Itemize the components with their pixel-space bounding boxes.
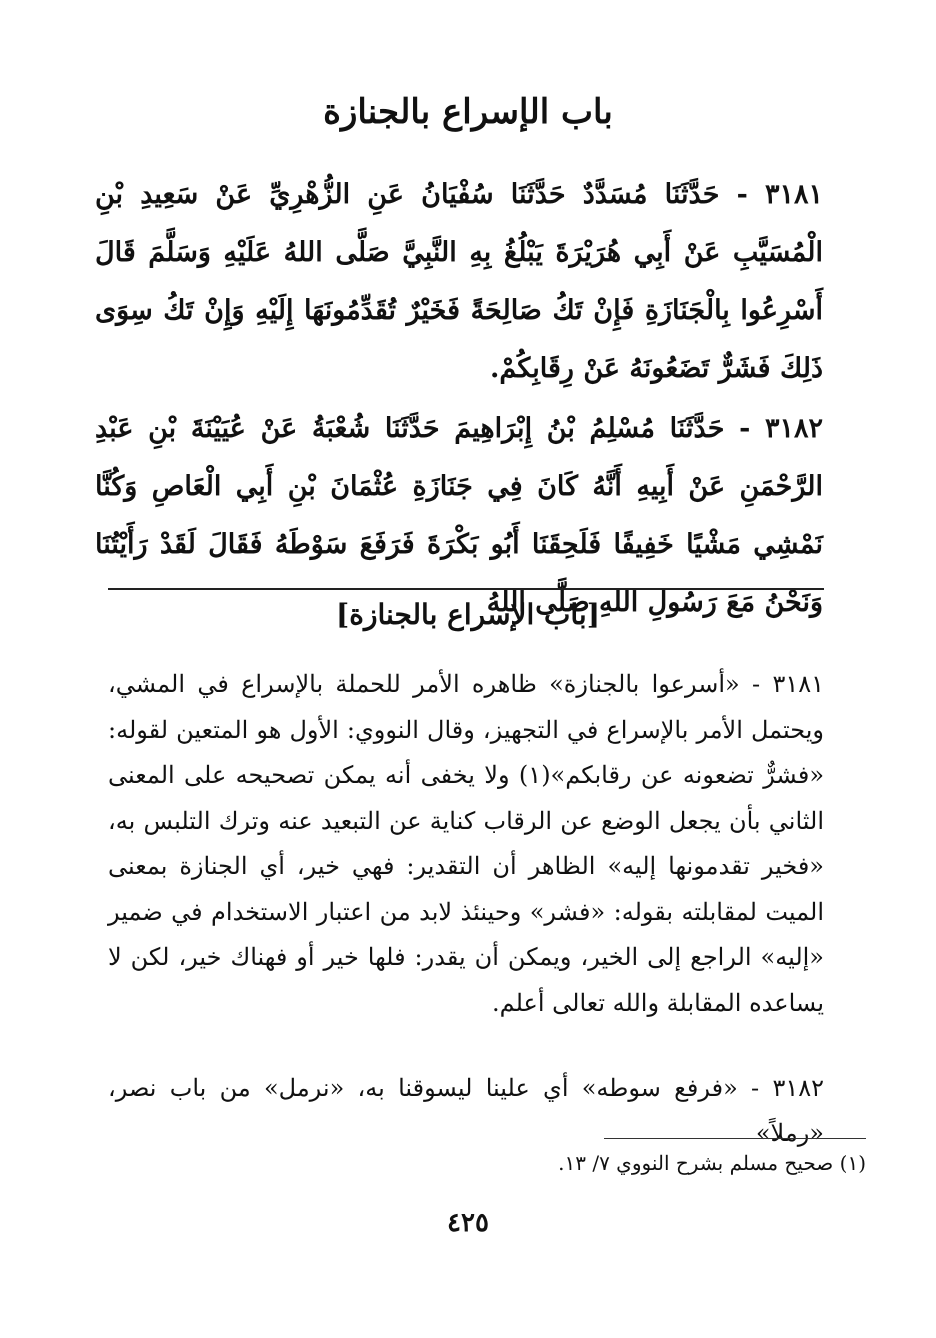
commentary-3181 [108, 662, 824, 1026]
section-divider [108, 588, 824, 590]
hadith-text: - حَدَّثَنَا مُسْلِمُ بْنُ إِبْرَاهِيمَ حَدَّثَنَا شُعْبَةُ عَنْ عُيَيْنَةَ بْنِ عَبْدِ الرَّحْمَنِ عَنْ أَبِيهِ أَنَّهُ كَانَ فِي جَنَازَةِ عُثْمَانَ بْنِ أَبِي الْعَاصِ وَكُنَّا نَمْشِي مَشْيًا خَفِيفًا فَلَحِقَنَا أَبُو بَكْرَةَ فَرَفَعَ سَوْطَهُ فَقَالَ لَقَدْ رَأَيْتُنَا وَنَحْنُ مَعَ رَسُولِ اللهِ صَلَّى اللهُ [95, 413, 823, 618]
commentary-text: - «فرفع سوطه» أي علينا ليسوقنا به، «نرمل» من باب نصر، «رملاً» [108, 1074, 824, 1147]
hadith-number: ٣١٨١ [765, 179, 824, 210]
footnote-rule [604, 1138, 866, 1139]
commentary-number: ٣١٨٢ [772, 1074, 824, 1102]
commentary-text: - «أسرعوا بالجنازة» ظاهره الأمر للحملة بالإسراع في المشي، ويحتمل الأمر بالإسراع في التجهيز، وقال النووي: الأول هو المتعين لقوله: «فشرٌّ تضعونه عن رقابكم»(١) ولا يخفى أنه يمكن تصحيحه على المعنى الثاني بأن يجعل الوضع عن الرقاب كناية عن التبعيد عنه وترك التلبس به، «فخير تقدمونها إليه» الظاهر أن التقدير: فهي خير، أي الجنازة بمعنى الميت لمقابلته بقوله: «فشر» وحينئذ لابد من اعتبار الاستخدام في ضمير «إليه» الراجع إلى الخير، ويمكن أن يقدر: فلها خير أو فهناك خير، لكن لا يساعده المقابلة والله تعالى أعلم. [108, 670, 825, 1017]
footnote: (١) صحيح مسلم بشرح النووي ٧/ ١٣. [558, 1151, 866, 1175]
commentary-3182 [108, 1066, 824, 1156]
hadith-3181 [95, 166, 823, 398]
page-number: ٤٢٥ [447, 1208, 489, 1238]
commentary-number: ٣١٨١ [772, 670, 824, 698]
chapter-title: باب الإسراع بالجنازة [323, 92, 613, 132]
hadith-number: ٣١٨٢ [764, 413, 823, 444]
commentary-title: [باب الإسراع بالجنازة] [336, 598, 600, 631]
hadith-text: - حَدَّثَنَا مُسَدَّدٌ حَدَّثَنَا سُفْيَانُ عَنِ الزُّهْرِيِّ عَنْ سَعِيدِ بْنِ الْمُسَيَّبِ عَنْ أَبِي هُرَيْرَةَ يَبْلُغُ بِهِ النَّبِيَّ صَلَّى اللهُ عَلَيْهِ وَسَلَّمَ قَالَ أَسْرِعُوا بِالْجَنَازَةِ فَإِنْ تَكُ صَالِحَةً فَخَيْرٌ تُقَدِّمُونَهَا إِلَيْهِ وَإِنْ تَكُ سِوَى ذَلِكَ فَشَرٌّ تَضَعُونَهُ عَنْ رِقَابِكُمْ. [95, 179, 823, 384]
